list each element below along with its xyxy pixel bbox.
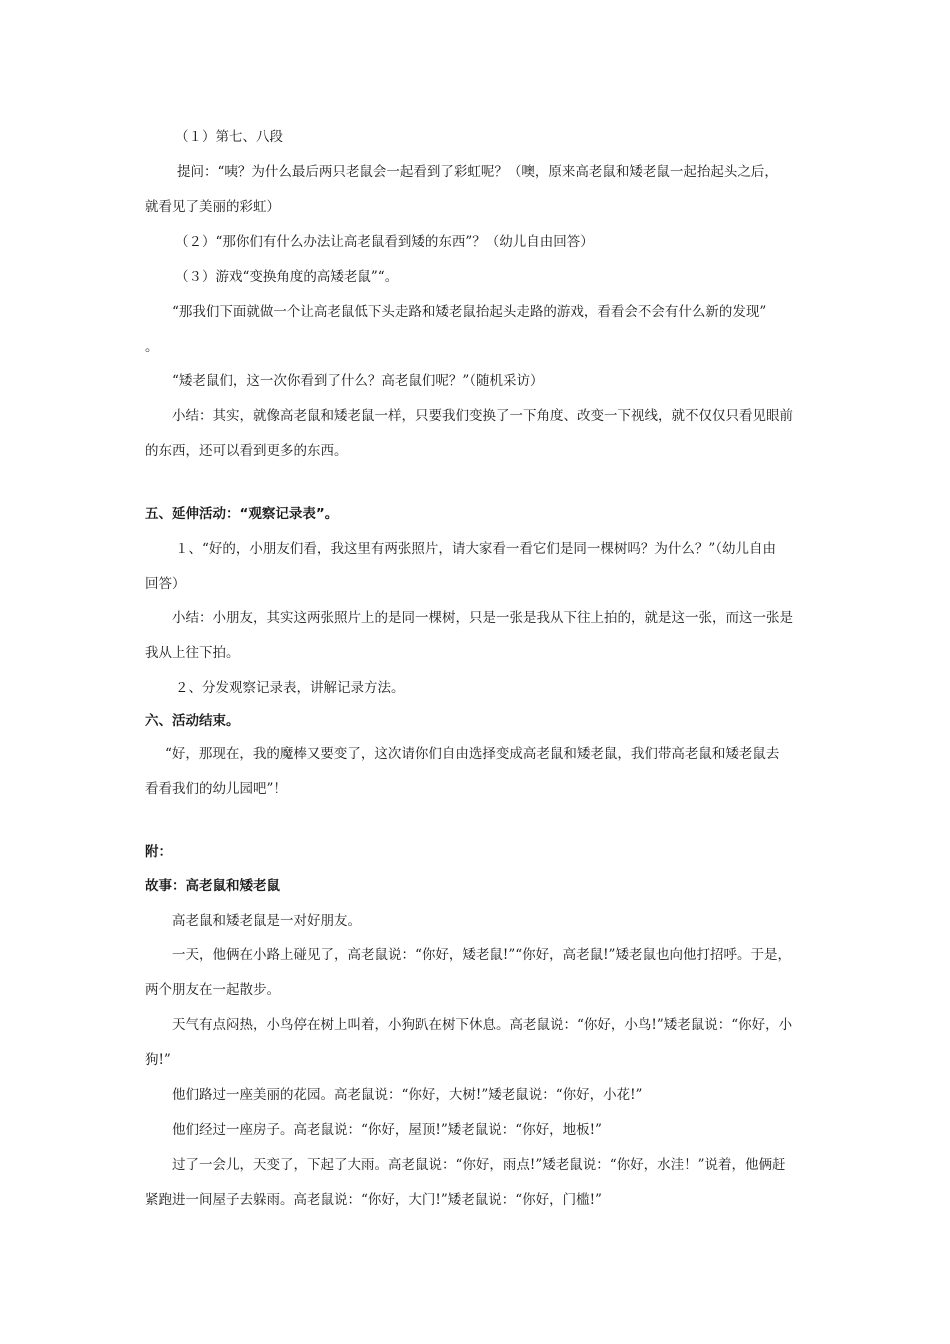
paragraph-line: 过了一会儿，天变了，下起了大雨。高老鼠说：“你好，雨点!”矮老鼠说：“你好，水洼！”说着，他俩赶 bbox=[172, 1157, 786, 1173]
paragraph-line: （１）第七、八段 bbox=[175, 129, 283, 145]
paragraph-line: 他们路过一座美丽的花园。高老鼠说：“你好，大树!”矮老鼠说：“你好，小花!” bbox=[172, 1087, 643, 1103]
paragraph-line: 狗!” bbox=[145, 1052, 171, 1068]
paragraph-line: 高老鼠和矮老鼠是一对好朋友。 bbox=[172, 913, 361, 929]
section-heading-extension: 五、延伸活动：“观察记录表”。 bbox=[145, 506, 339, 522]
paragraph-line: 两个朋友在一起散步。 bbox=[145, 982, 280, 998]
paragraph-line: 一天，他俩在小路上碰见了，高老鼠说：“你好，矮老鼠!”“你好，高老鼠!”矮老鼠也向他打招呼。于是， bbox=[172, 947, 791, 963]
paragraph-line: “那我们下面就做一个让高老鼠低下头走路和矮老鼠抬起头走路的游戏，看看会不会有什么新的发现” bbox=[172, 304, 767, 320]
appendix-heading: 附： bbox=[145, 844, 172, 860]
paragraph-line: ２、分发观察记录表，讲解记录方法。 bbox=[175, 680, 405, 696]
paragraph-line: １、“好的，小朋友们看，我这里有两张照片，请大家看一看它们是同一棵树吗？为什么？”（幼儿自由 bbox=[175, 541, 777, 557]
paragraph-line: 我从上往下拍。 bbox=[145, 645, 240, 661]
paragraph-line: “好，那现在，我的魔棒又要变了，这次请你们自由选择变成高老鼠和矮老鼠，我们带高老鼠和矮老鼠去 bbox=[165, 746, 780, 762]
section-heading-end: 六、活动结束。 bbox=[145, 713, 240, 729]
story-title: 故事：高老鼠和矮老鼠 bbox=[145, 878, 280, 894]
paragraph-line: （２）“那你们有什么办法让高老鼠看到矮的东西”？（幼儿自由回答） bbox=[175, 234, 594, 250]
paragraph-line: 紧跑进一间屋子去躲雨。高老鼠说：“你好，大门!”矮老鼠说：“你好，门槛!” bbox=[145, 1192, 602, 1208]
paragraph-line: 天气有点闷热，小鸟停在树上叫着，小狗趴在树下休息。高老鼠说：“你好，小鸟!”矮老鼠说：“你好，小 bbox=[172, 1017, 793, 1033]
paragraph-line: 看看我们的幼儿园吧”！ bbox=[145, 781, 287, 797]
paragraph-line: 回答） bbox=[145, 576, 186, 592]
paragraph-line: （３）游戏“变换角度的高矮老鼠”“。 bbox=[175, 269, 399, 285]
paragraph-line: 提问：“咦？为什么最后两只老鼠会一起看到了彩虹呢？（噢，原来高老鼠和矮老鼠一起抬起头之后， bbox=[177, 164, 778, 180]
paragraph-line: 小结：其实，就像高老鼠和矮老鼠一样，只要我们变换了一下角度、改变一下视线，就不仅仅只看见眼前 bbox=[172, 408, 793, 424]
paragraph-line: 。 bbox=[145, 339, 159, 355]
paragraph-line: “矮老鼠们，这一次你看到了什么？高老鼠们呢？”（随机采访） bbox=[172, 373, 544, 389]
paragraph-line: 他们经过一座房子。高老鼠说：“你好，屋顶!”矮老鼠说：“你好，地板!” bbox=[172, 1122, 602, 1138]
paragraph-line: 就看见了美丽的彩虹） bbox=[145, 199, 280, 215]
paragraph-line: 小结：小朋友，其实这两张照片上的是同一棵树，只是一张是我从下往上拍的，就是这一张，而这一张是 bbox=[172, 610, 793, 626]
paragraph-line: 的东西，还可以看到更多的东西。 bbox=[145, 443, 348, 459]
